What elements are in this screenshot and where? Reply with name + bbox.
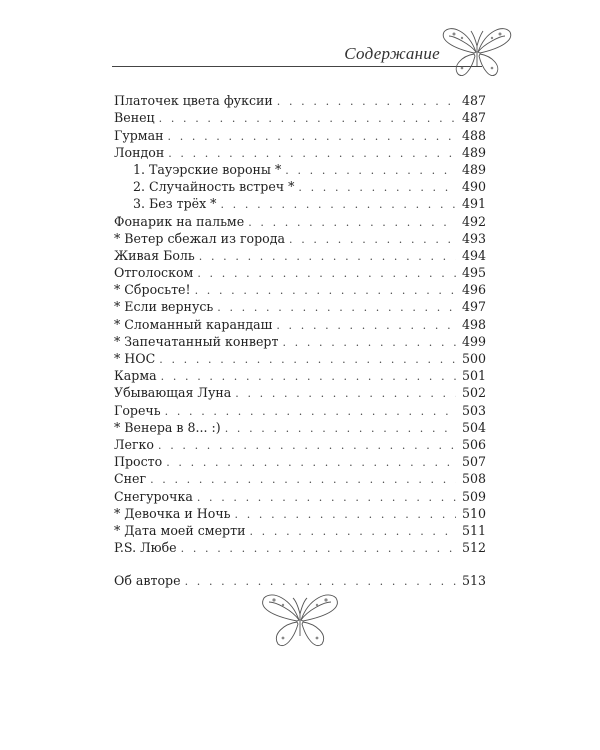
toc-entry-page: 513 xyxy=(461,573,486,589)
toc-entry-page: 492 xyxy=(461,213,486,229)
page-title: Содержание xyxy=(344,44,440,63)
dot-leader xyxy=(282,335,456,350)
toc-entry[interactable] xyxy=(114,453,486,470)
dot-leader xyxy=(225,421,456,436)
dot-leader xyxy=(168,146,456,161)
toc-entry-page: 487 xyxy=(461,93,486,109)
toc-entry-title: * Девочка и Ночь xyxy=(114,505,231,521)
dot-leader xyxy=(197,490,456,505)
toc-entry[interactable] xyxy=(114,539,486,556)
toc-entry[interactable] xyxy=(114,350,486,367)
dot-leader xyxy=(277,94,456,109)
toc-entry-page: 488 xyxy=(461,127,486,143)
toc-entry-page: 491 xyxy=(461,196,486,212)
toc-entry-title: * НОС xyxy=(114,351,156,366)
toc-entry-page: 503 xyxy=(461,402,486,418)
toc-entry-title: Снег xyxy=(114,471,147,487)
toc-entry-page: 501 xyxy=(461,368,486,384)
dot-leader xyxy=(158,438,456,453)
toc-entry-title: Просто xyxy=(114,454,163,470)
toc-entry[interactable] xyxy=(114,212,486,229)
toc-entry-title: P.S. Любе xyxy=(114,540,177,556)
toc-entry[interactable] xyxy=(114,298,486,315)
dot-leader xyxy=(166,455,456,470)
dot-leader xyxy=(235,507,456,522)
toc-entry-title: * Дата моей смерти xyxy=(114,522,246,538)
toc-entry-page: 496 xyxy=(461,282,486,298)
toc-entry-title: 3. Без трёх * xyxy=(133,196,217,212)
toc-entry[interactable] xyxy=(114,333,486,350)
dot-leader xyxy=(199,249,456,264)
toc-entry-title: Живая Боль xyxy=(114,247,195,263)
dot-leader xyxy=(276,318,456,333)
dot-leader xyxy=(161,369,456,384)
dot-leader xyxy=(197,266,456,281)
toc-entry-page: 504 xyxy=(461,419,486,435)
dot-leader xyxy=(181,541,456,556)
toc-entry-page: 500 xyxy=(461,351,486,366)
toc-entry-title: * Сломанный карандаш xyxy=(114,316,273,332)
toc-entry-title: Платочек цвета фуксии xyxy=(114,93,273,109)
toc-entry-title: * Если вернусь xyxy=(114,299,214,315)
butterfly-icon xyxy=(440,22,514,80)
toc-entry-title: Снегурочка xyxy=(114,488,193,504)
toc-entry[interactable] xyxy=(114,384,486,401)
toc-entry-page: 498 xyxy=(461,316,486,332)
toc-entry-page: 507 xyxy=(461,454,486,470)
toc-entry[interactable] xyxy=(114,470,486,487)
toc-entry-page: 509 xyxy=(461,488,486,504)
toc-entry-title: 1. Тауэрские вороны * xyxy=(133,161,282,177)
toc-subentry[interactable] xyxy=(114,161,486,178)
toc-entry-title: Легко xyxy=(114,436,155,452)
toc-entry[interactable] xyxy=(114,126,486,143)
section-gap xyxy=(114,556,486,572)
dot-leader xyxy=(298,180,456,195)
toc-entry-title: Венец xyxy=(114,110,155,126)
toc-entry-page: 512 xyxy=(461,540,486,556)
dot-leader xyxy=(159,111,456,126)
toc-entry-page: 489 xyxy=(461,144,486,160)
toc-entry[interactable] xyxy=(114,264,486,281)
dot-leader xyxy=(249,524,456,539)
toc-entry-page: 508 xyxy=(461,471,486,487)
toc-entry[interactable] xyxy=(114,281,486,298)
toc-entry[interactable] xyxy=(114,315,486,332)
butterfly-icon xyxy=(258,588,342,650)
toc-entry-title: Фонарик на пальме xyxy=(114,213,245,229)
table-of-contents xyxy=(114,92,486,589)
dot-leader xyxy=(235,386,456,401)
dot-leader xyxy=(185,574,456,589)
toc-subentry[interactable] xyxy=(114,195,486,212)
toc-entry[interactable] xyxy=(114,92,486,109)
toc-entry-title: Карма xyxy=(114,368,157,384)
dot-leader xyxy=(195,283,456,298)
toc-entry[interactable] xyxy=(114,419,486,436)
toc-entry-page: 490 xyxy=(461,179,486,195)
toc-entry-page: 499 xyxy=(461,333,486,349)
toc-entry-title: * Венера в 8... :) xyxy=(114,419,221,435)
toc-entry[interactable] xyxy=(114,505,486,522)
toc-entry-about-author[interactable] xyxy=(114,572,486,589)
toc-entry-title: Лондон xyxy=(114,144,165,160)
toc-entry-title: * Сбросьте! xyxy=(114,282,191,298)
toc-entry-page: 502 xyxy=(461,385,486,401)
header-divider xyxy=(112,66,482,67)
toc-entry-page: 511 xyxy=(461,522,486,538)
toc-entry-page: 495 xyxy=(461,265,486,281)
toc-entry[interactable] xyxy=(114,436,486,453)
toc-entry-title: Убывающая Луна xyxy=(114,385,232,401)
toc-entry[interactable] xyxy=(114,522,486,539)
toc-entry-page: 506 xyxy=(461,436,486,452)
toc-entry[interactable] xyxy=(114,109,486,126)
dot-leader xyxy=(168,129,456,144)
toc-entry-title: Горечь xyxy=(114,402,161,418)
toc-entry-page: 510 xyxy=(461,505,486,521)
toc-entry-page: 487 xyxy=(461,110,486,126)
toc-entry-page: 489 xyxy=(461,161,486,177)
toc-entry-title: * Запечатанный конверт xyxy=(114,333,279,349)
dot-leader xyxy=(165,404,456,419)
dot-leader xyxy=(159,352,456,367)
dot-leader xyxy=(217,300,456,315)
toc-entry[interactable] xyxy=(114,401,486,418)
toc-entry[interactable] xyxy=(114,487,486,504)
toc-entry[interactable] xyxy=(114,247,486,264)
dot-leader xyxy=(289,232,456,247)
toc-entry-page: 497 xyxy=(461,299,486,315)
dot-leader xyxy=(248,215,456,230)
dot-leader xyxy=(150,472,456,487)
toc-entry-title: Об авторе xyxy=(114,573,181,589)
dot-leader xyxy=(285,163,456,178)
toc-entry-page: 494 xyxy=(461,247,486,263)
dot-leader xyxy=(220,197,456,212)
toc-entry[interactable] xyxy=(114,367,486,384)
toc-entry-title: * Ветер сбежал из города xyxy=(114,230,286,246)
toc-entry-title: Гурман xyxy=(114,127,164,143)
toc-entry-page: 493 xyxy=(461,230,486,246)
toc-entry[interactable] xyxy=(114,230,486,247)
toc-entry-title: Отголоском xyxy=(114,265,194,281)
toc-entry[interactable] xyxy=(114,144,486,161)
toc-entry-title: 2. Случайность встреч * xyxy=(133,179,295,195)
toc-subentry[interactable] xyxy=(114,178,486,195)
